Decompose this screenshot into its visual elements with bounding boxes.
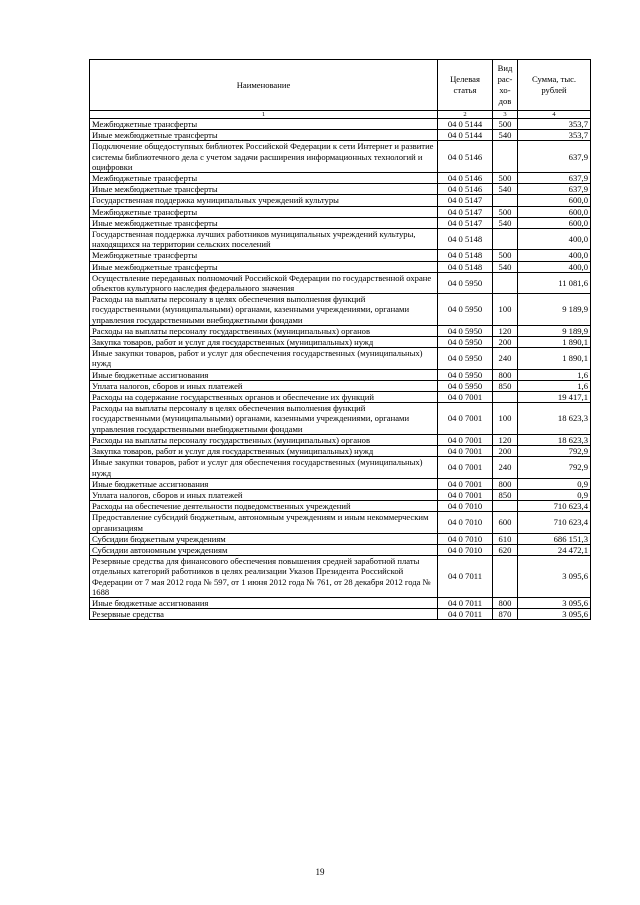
row-sum: 792,9 [518, 457, 591, 478]
table-row [90, 380, 591, 391]
row-expense-type: 500 [493, 250, 518, 261]
header-name: Наименование [90, 60, 438, 111]
table-row [90, 533, 591, 544]
row-sum: 0,9 [518, 478, 591, 489]
row-expense-type: 120 [493, 325, 518, 336]
row-target-article: 04 0 5950 [438, 325, 493, 336]
header-expense-type: Вид рас- хо- дов [493, 60, 518, 111]
row-sum: 3 095,6 [518, 609, 591, 620]
row-name: Расходы на выплаты персоналу государственных (муниципальных) органов [90, 325, 438, 336]
table-row [90, 512, 591, 533]
row-expense-type: 500 [493, 119, 518, 130]
row-expense-type: 800 [493, 597, 518, 608]
row-name: Иные закупки товаров, работ и услуг для обеспечения государственных (муниципальных) нужд [90, 457, 438, 478]
row-name: Иные бюджетные ассигнования [90, 597, 438, 608]
row-expense-type: 620 [493, 544, 518, 555]
column-number: 1 [90, 111, 438, 119]
row-name: Резервные средства [90, 609, 438, 620]
row-sum: 9 189,9 [518, 325, 591, 336]
table-row [90, 392, 591, 403]
page-number: 19 [315, 867, 325, 877]
row-expense-type: 100 [493, 403, 518, 435]
row-name: Иные межбюджетные трансферты [90, 184, 438, 195]
table-row [90, 403, 591, 435]
table-row [90, 348, 591, 369]
row-expense-type: 200 [493, 446, 518, 457]
table-header-row [90, 60, 591, 111]
row-sum: 792,9 [518, 446, 591, 457]
row-expense-type: 120 [493, 434, 518, 445]
row-sum: 1,6 [518, 369, 591, 380]
row-name: Иные межбюджетные трансферты [90, 217, 438, 228]
column-number: 2 [438, 111, 493, 119]
table-row [90, 478, 591, 489]
table-row [90, 325, 591, 336]
table-row [90, 609, 591, 620]
row-sum: 19 417,1 [518, 392, 591, 403]
row-sum: 18 623,3 [518, 403, 591, 435]
table-body [90, 119, 591, 620]
row-target-article: 04 0 5950 [438, 294, 493, 326]
row-sum: 24 472,1 [518, 544, 591, 555]
row-name: Закупка товаров, работ и услуг для государственных (муниципальных) нужд [90, 337, 438, 348]
row-name: Субсидии бюджетным учреждениям [90, 533, 438, 544]
budget-table [89, 59, 591, 620]
row-sum: 686 151,3 [518, 533, 591, 544]
row-target-article: 04 0 7001 [438, 489, 493, 500]
row-sum: 400,0 [518, 261, 591, 272]
row-sum: 637,9 [518, 184, 591, 195]
row-sum: 11 081,6 [518, 272, 591, 293]
row-expense-type: 870 [493, 609, 518, 620]
row-target-article: 04 0 7001 [438, 392, 493, 403]
row-target-article: 04 0 7010 [438, 501, 493, 512]
table-row [90, 272, 591, 293]
row-target-article: 04 0 5148 [438, 261, 493, 272]
row-name: Расходы на выплаты персоналу в целях обеспечения выполнения функций государственными (муниципальными) органами, казенными учреждениями, органами управления государственными внебюджетными фондами [90, 294, 438, 326]
row-expense-type [493, 392, 518, 403]
row-name: Межбюджетные трансферты [90, 250, 438, 261]
row-target-article: 04 0 5950 [438, 369, 493, 380]
row-sum: 1 890,1 [518, 337, 591, 348]
column-number: 3 [493, 111, 518, 119]
row-target-article: 04 0 5146 [438, 173, 493, 184]
row-expense-type: 540 [493, 184, 518, 195]
row-expense-type: 850 [493, 380, 518, 391]
row-sum: 353,7 [518, 130, 591, 141]
row-target-article: 04 0 5950 [438, 272, 493, 293]
row-target-article: 04 0 5144 [438, 130, 493, 141]
row-target-article: 04 0 7010 [438, 512, 493, 533]
row-name: Резервные средства для финансового обеспечения повышения средней заработной платы отдельных категорий работников в целях реализации Указов Президента Российской Федерации от 7 мая 2012 года № 597, от 1 июня 2012 года № 761, от 28 декабря 2012 года № 1688 [90, 556, 438, 598]
row-sum: 3 095,6 [518, 556, 591, 598]
row-name: Межбюджетные трансферты [90, 119, 438, 130]
column-number: 4 [518, 111, 591, 119]
row-name: Уплата налогов, сборов и иных платежей [90, 489, 438, 500]
table-row [90, 544, 591, 555]
row-target-article: 04 0 7011 [438, 597, 493, 608]
table-row [90, 173, 591, 184]
row-sum: 600,0 [518, 206, 591, 217]
row-target-article: 04 0 7010 [438, 533, 493, 544]
row-expense-type: 100 [493, 294, 518, 326]
row-expense-type: 540 [493, 261, 518, 272]
table-row [90, 446, 591, 457]
table-row [90, 141, 591, 173]
table-row [90, 556, 591, 598]
row-target-article: 04 0 7001 [438, 478, 493, 489]
table-row [90, 217, 591, 228]
row-name: Расходы на содержание государственных органов и обеспечение их функций [90, 392, 438, 403]
row-target-article: 04 0 5950 [438, 380, 493, 391]
row-name: Закупка товаров, работ и услуг для государственных (муниципальных) нужд [90, 446, 438, 457]
row-target-article: 04 0 5147 [438, 206, 493, 217]
row-target-article: 04 0 5147 [438, 195, 493, 206]
row-expense-type: 240 [493, 457, 518, 478]
table-row [90, 501, 591, 512]
row-expense-type: 800 [493, 478, 518, 489]
table-row [90, 130, 591, 141]
row-name: Предоставление субсидий бюджетным, автономным учреждениям и иным некоммерческим организациям [90, 512, 438, 533]
row-sum: 1 890,1 [518, 348, 591, 369]
row-target-article: 04 0 5950 [438, 337, 493, 348]
row-expense-type: 850 [493, 489, 518, 500]
row-expense-type [493, 272, 518, 293]
row-target-article: 04 0 5147 [438, 217, 493, 228]
table-row [90, 337, 591, 348]
row-target-article: 04 0 5144 [438, 119, 493, 130]
table-row [90, 434, 591, 445]
row-name: Иные бюджетные ассигнования [90, 369, 438, 380]
table-row [90, 489, 591, 500]
row-name: Иные межбюджетные трансферты [90, 261, 438, 272]
row-sum: 600,0 [518, 195, 591, 206]
row-target-article: 04 0 7001 [438, 434, 493, 445]
table-row [90, 261, 591, 272]
row-target-article: 04 0 7001 [438, 403, 493, 435]
table-row [90, 457, 591, 478]
row-sum: 0,9 [518, 489, 591, 500]
row-expense-type [493, 556, 518, 598]
row-expense-type: 500 [493, 173, 518, 184]
row-target-article: 04 0 5148 [438, 250, 493, 261]
row-expense-type [493, 141, 518, 173]
row-name: Осуществление переданных полномочий Российской Федерации по государственной охране объектов культурного наследия федерального значения [90, 272, 438, 293]
row-expense-type: 240 [493, 348, 518, 369]
row-expense-type: 500 [493, 206, 518, 217]
row-name: Государственная поддержка лучших работников муниципальных учреждений культуры, находящихся на территории сельских поселений [90, 229, 438, 250]
row-name: Государственная поддержка муниципальных учреждений культуры [90, 195, 438, 206]
row-sum: 1,6 [518, 380, 591, 391]
row-name: Иные межбюджетные трансферты [90, 130, 438, 141]
row-sum: 637,9 [518, 141, 591, 173]
row-expense-type: 540 [493, 217, 518, 228]
table-row [90, 229, 591, 250]
row-target-article: 04 0 7010 [438, 544, 493, 555]
table-row [90, 597, 591, 608]
row-sum: 3 095,6 [518, 597, 591, 608]
table-row [90, 294, 591, 326]
row-name: Расходы на выплаты персоналу в целях обеспечения выполнения функций государственными (муниципальными) органами, казенными учреждениями, органами управления государственными внебюджетными фондами [90, 403, 438, 435]
row-name: Расходы на выплаты персоналу государственных (муниципальных) органов [90, 434, 438, 445]
table-row [90, 369, 591, 380]
row-expense-type: 600 [493, 512, 518, 533]
row-sum: 353,7 [518, 119, 591, 130]
table-row [90, 250, 591, 261]
row-sum: 400,0 [518, 250, 591, 261]
row-target-article: 04 0 5950 [438, 348, 493, 369]
row-expense-type: 540 [493, 130, 518, 141]
table-row [90, 184, 591, 195]
row-expense-type [493, 501, 518, 512]
row-name: Межбюджетные трансферты [90, 173, 438, 184]
row-target-article: 04 0 5146 [438, 141, 493, 173]
row-sum: 637,9 [518, 173, 591, 184]
row-sum: 710 623,4 [518, 512, 591, 533]
row-expense-type: 610 [493, 533, 518, 544]
row-name: Подключение общедоступных библиотек Российской Федерации к сети Интернет и развитие системы библиотечного дела с учетом задачи расширения информационных технологий и оцифровки [90, 141, 438, 173]
row-sum: 400,0 [518, 229, 591, 250]
row-sum: 18 623,3 [518, 434, 591, 445]
row-name: Субсидии автономным учреждениям [90, 544, 438, 555]
row-name: Иные бюджетные ассигнования [90, 478, 438, 489]
row-name: Уплата налогов, сборов и иных платежей [90, 380, 438, 391]
row-expense-type [493, 195, 518, 206]
row-sum: 9 189,9 [518, 294, 591, 326]
header-sum: Сумма, тыс. рублей [518, 60, 591, 111]
row-target-article: 04 0 7001 [438, 446, 493, 457]
row-name: Иные закупки товаров, работ и услуг для обеспечения государственных (муниципальных) нужд [90, 348, 438, 369]
row-expense-type: 200 [493, 337, 518, 348]
row-target-article: 04 0 5148 [438, 229, 493, 250]
row-target-article: 04 0 7011 [438, 609, 493, 620]
row-target-article: 04 0 7001 [438, 457, 493, 478]
table-row [90, 206, 591, 217]
row-target-article: 04 0 7011 [438, 556, 493, 598]
row-sum: 710 623,4 [518, 501, 591, 512]
header-target-article: Целевая статья [438, 60, 493, 111]
table-row [90, 119, 591, 130]
row-expense-type: 800 [493, 369, 518, 380]
row-sum: 600,0 [518, 217, 591, 228]
row-target-article: 04 0 5146 [438, 184, 493, 195]
row-name: Межбюджетные трансферты [90, 206, 438, 217]
row-expense-type [493, 229, 518, 250]
column-numbers-row [90, 111, 591, 119]
table-row [90, 195, 591, 206]
row-name: Расходы на обеспечение деятельности подведомственных учреждений [90, 501, 438, 512]
